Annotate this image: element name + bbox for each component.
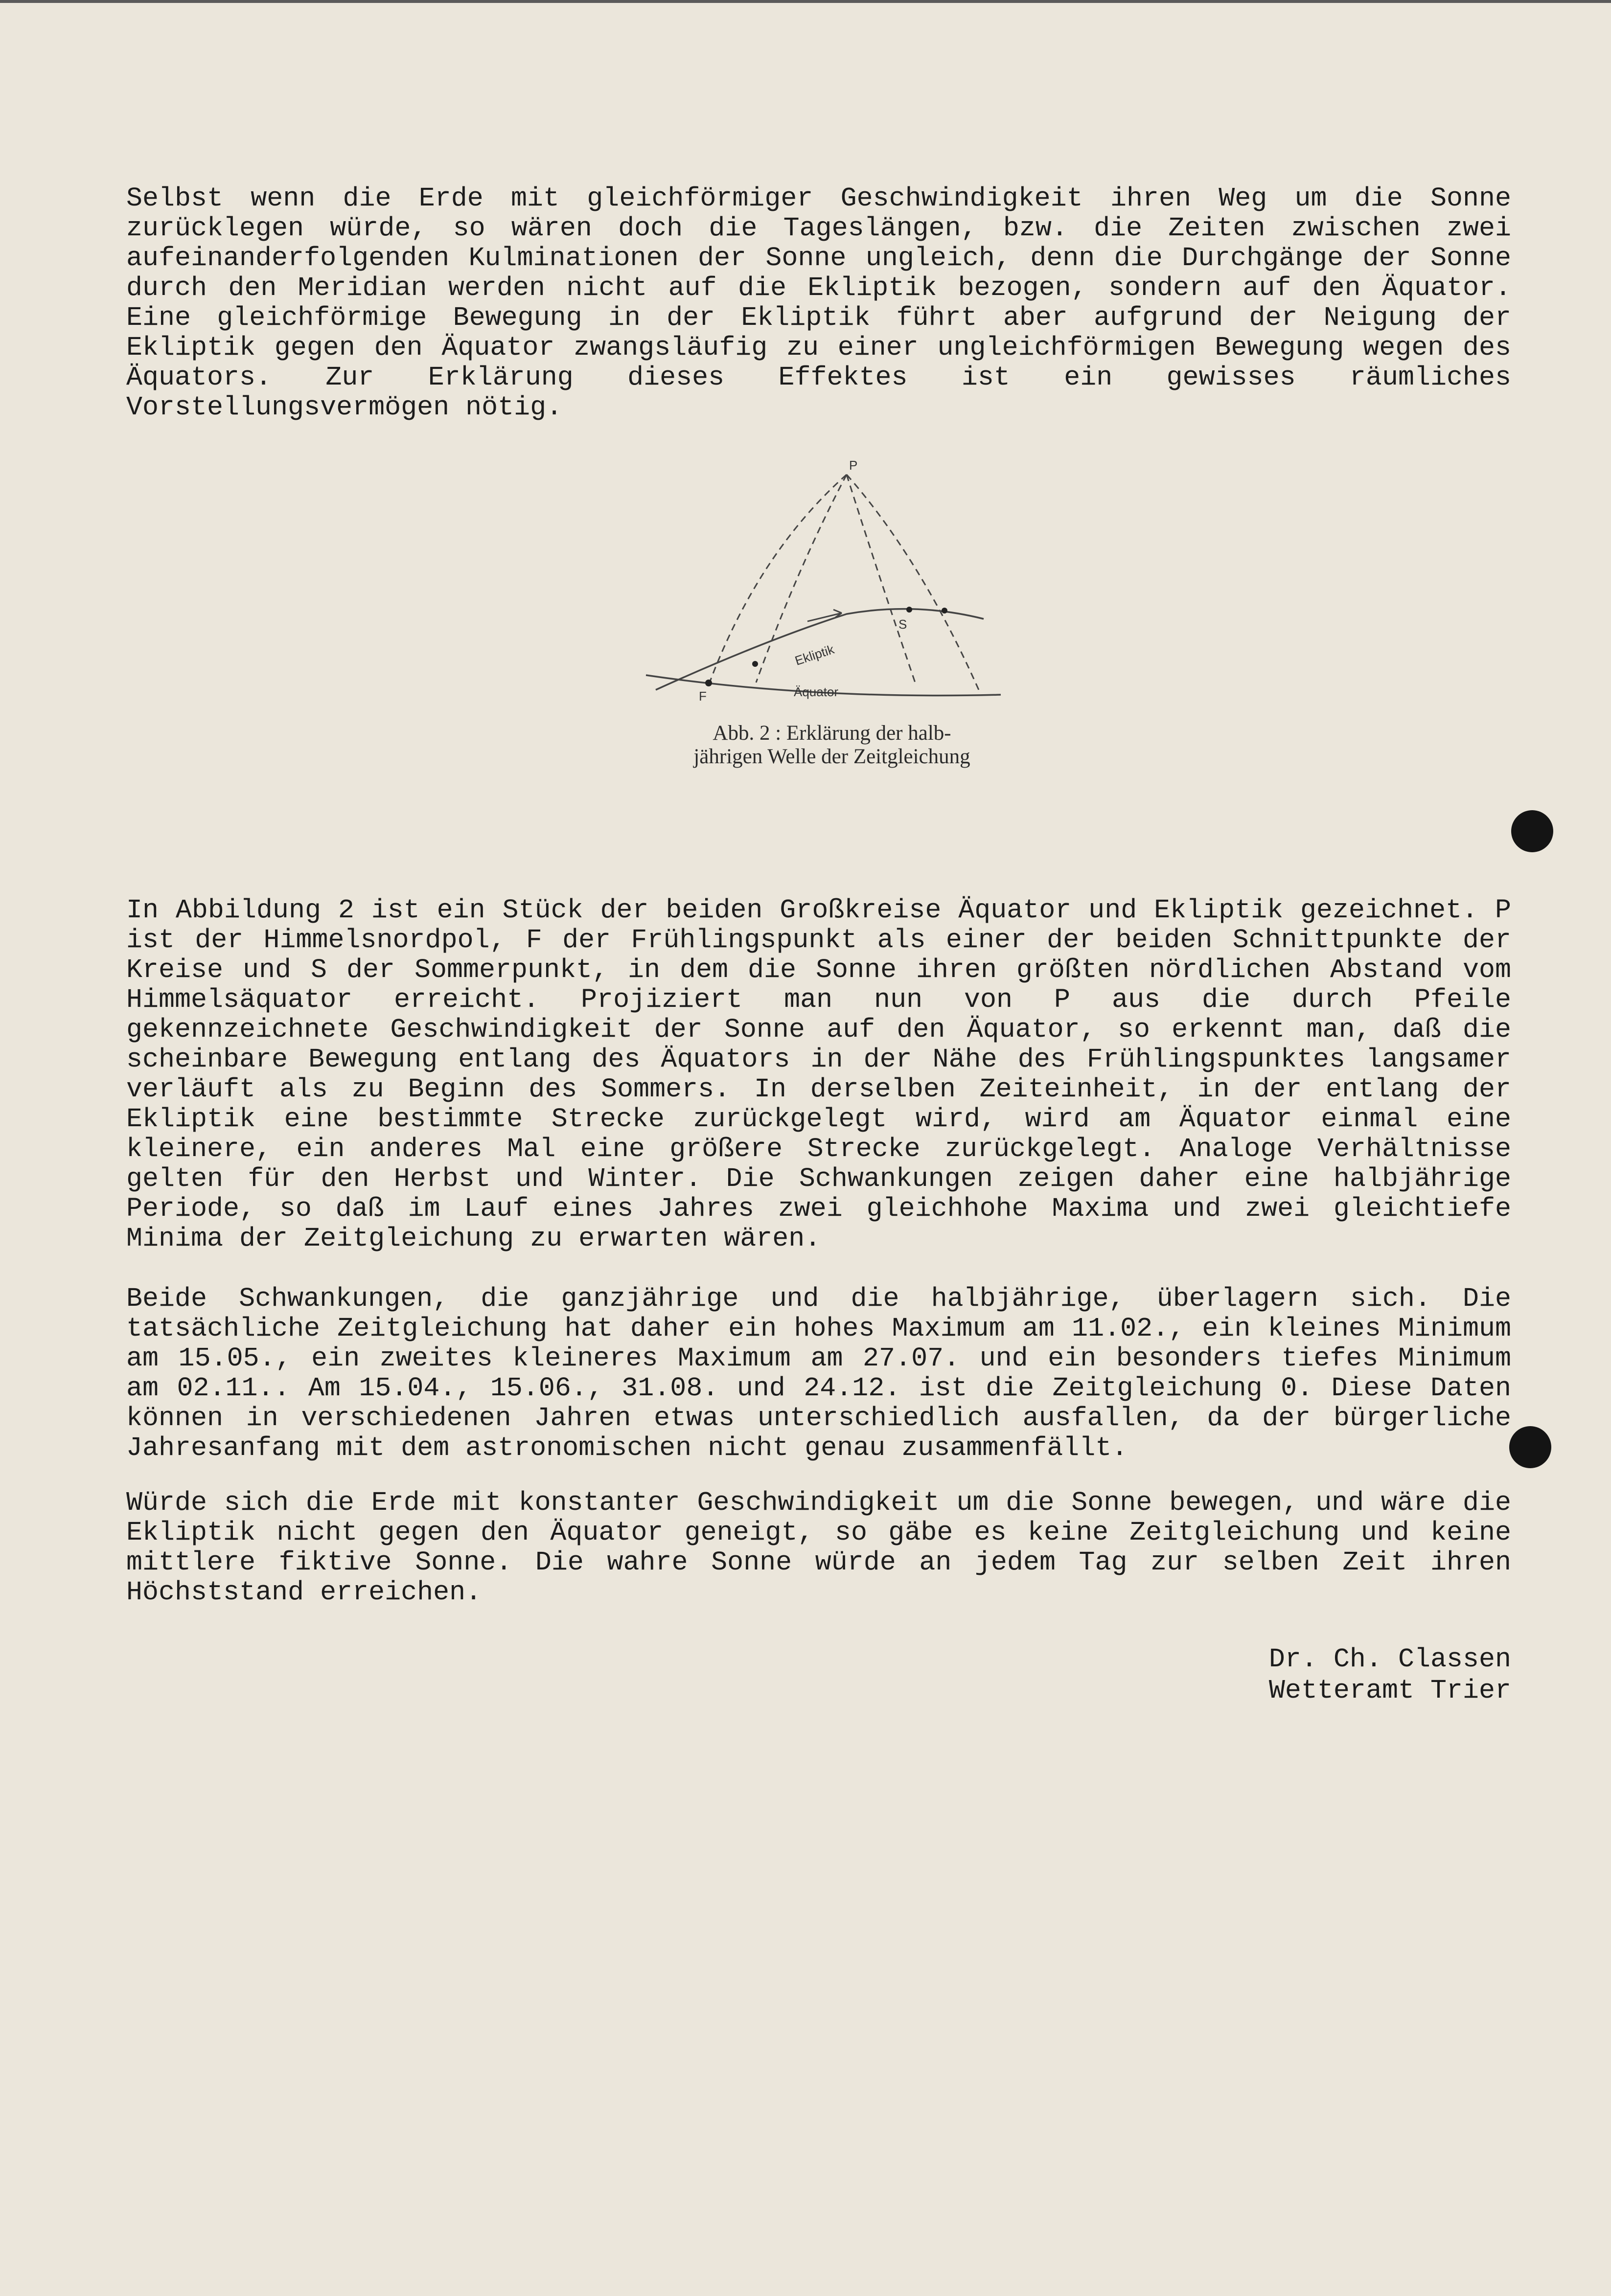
- label-equator: Äquator: [794, 684, 839, 699]
- punch-hole-lower: [1509, 1426, 1551, 1468]
- label-ecliptic: Ekliptik: [793, 641, 836, 668]
- signature-name: Dr. Ch. Classen: [1268, 1644, 1511, 1675]
- signature-office: Wetteramt Trier: [1268, 1675, 1511, 1706]
- figure-caption: [688, 722, 976, 769]
- celestial-sphere-diagram: [641, 460, 1013, 724]
- caption-line-1: Abb. 2 : Erklärung der halb-: [713, 722, 951, 745]
- point-ecliptic-right-marker: [942, 608, 947, 614]
- paragraph-explanation: In Abbildung 2 ist ein Stück der beiden Großkreise Äquator und Ekliptik gezeichnet. P ist der Himmelsnordpol, F der Frühlingspunkt als einer der beiden Schnittpunkte der Kreise und S der Sommerpunkt, in dem die Sonne ihren größten nördlichen Abstand vom Himmelsäquator erreicht. Projiziert man nun von P aus die durch Pfeile gekennzeichnete Geschwindigkeit der Sonne auf den Äquator, so erkennt man, daß die scheinbare Bewegung entlang des Äquators in der Nähe des Frühlingspunktes langsamer verläuft als zu Beginn des Sommers. In derselben Zeiteinheit, in der entlang der Ekliptik eine bestimmte Strecke zurückgelegt wird, wird am Äquator einmal eine kleinere, ein anderes Mal eine größere Strecke zurückgelegt. Analoge Verhältnisse gelten für den Herbst und Winter. Die Schwankungen zeigen daher eine halbjährige Periode, so daß im Lauf eines Jahres zwei gleichhohe Maxima und zwei gleichtiefe Minima der Zeitgleichung zu erwarten wären.: [126, 895, 1511, 1254]
- paragraph-conclusion: Würde sich die Erde mit konstanter Geschwindigkeit um die Sonne bewegen, und wäre die Ekliptik nicht gegen den Äquator geneigt, so gäbe es keine Zeitgleichung und keine mittlere fiktive Sonne. Die wahre Sonne würde an jedem Tag zur selben Zeit ihren Höchststand erreichen.: [126, 1487, 1511, 1608]
- label-pole: P: [849, 460, 858, 473]
- punch-hole-upper: [1511, 810, 1553, 852]
- paragraph-superposition: Beide Schwankungen, die ganzjährige und die halbjährige, überlagern sich. Die tatsächliche Zeitgleichung hat daher ein hohes Maximum am 11.02., ein kleines Minimum am 15.05., ein zweites kleineres Maximum am 27.07. und ein besonders tiefes Minimum am 02.11.. Am 15.04., 15.06., 31.08. und 24.12. ist die Zeitgleichung 0. Diese Daten können in verschiedenen Jahren etwas unterschiedlich ausfallen, da der bürgerliche Jahresanfang mit dem astronomischen nicht genau zusammenfällt.: [126, 1283, 1511, 1463]
- meridian-outer-right: [847, 475, 979, 690]
- signature-block: [1269, 1644, 1511, 1706]
- page-top-edge: [0, 0, 1611, 3]
- paragraph-intro: Selbst wenn die Erde mit gleichförmiger Geschwindigkeit ihren Weg um die Sonne zurücklegen würde, so wären doch die Tageslängen, bzw. die Zeiten zwischen zwei aufeinanderfolgenden Kulminationen der Sonne ungleich, denn die Durchgänge der Sonne durch den Meridian werden nicht auf die Ekliptik bezogen, sondern auf den Äquator. Eine gleichförmige Bewegung in der Ekliptik führt aber aufgrund der Neigung der Ekliptik gegen den Äquator zwangsläufig zu einer ungleichförmigen Bewegung wegen des Äquators. Zur Erklärung dieses Effektes ist ein gewisses räumliches Vorstellungsvermögen nötig.: [126, 183, 1511, 423]
- figure-abb-2: [641, 460, 1013, 773]
- label-spring-point: F: [699, 689, 707, 704]
- point-s-marker: [906, 607, 912, 613]
- label-summer-point: S: [898, 617, 907, 632]
- caption-line-2: jährigen Welle der Zeitgleichung: [693, 745, 970, 768]
- point-f-marker: [705, 680, 712, 686]
- meridian-inner-right: [847, 475, 915, 682]
- point-ecliptic-marker: [752, 661, 758, 667]
